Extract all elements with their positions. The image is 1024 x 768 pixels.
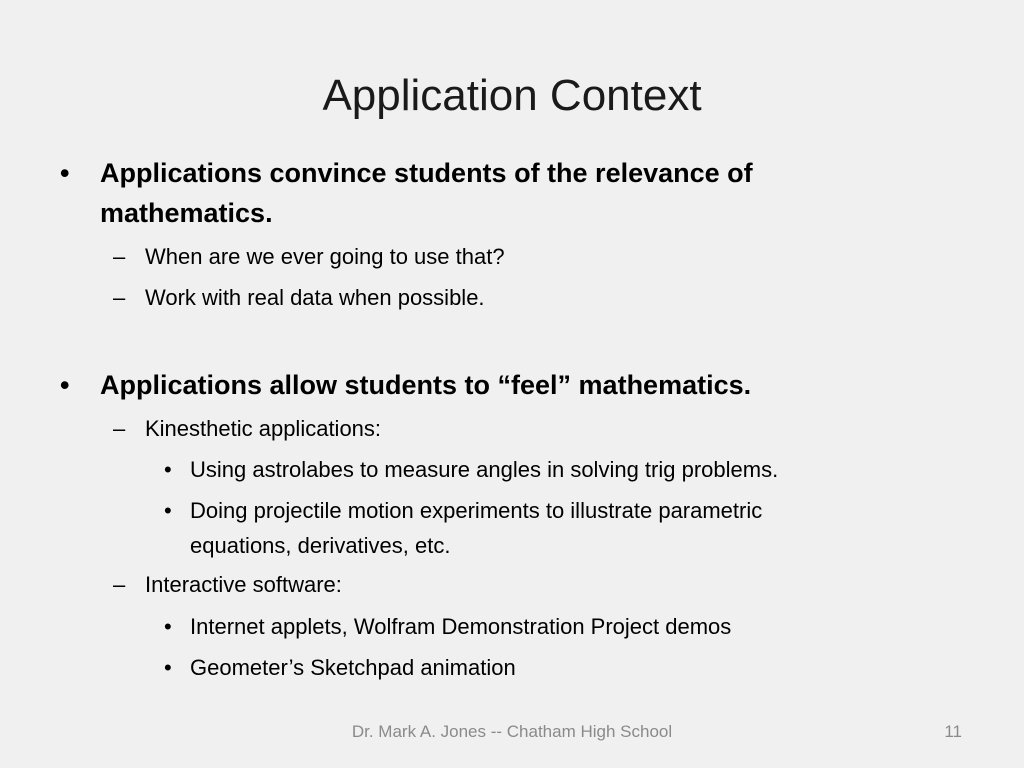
point-2-sub-1-item-1: Using astrolabes to measure angles in solving trig problems. — [190, 457, 779, 482]
point-2-line-1: Applications allow students to “feel” mathematics. — [100, 370, 752, 400]
point-1-sub-2: Work with real data when possible. — [145, 285, 485, 310]
point-2-sub-1-item-2-line-1: Doing projectile motion experiments to illustrate parametric — [190, 498, 763, 523]
dash-icon: – — [113, 572, 126, 597]
slide-number: 11 — [944, 722, 962, 741]
slide-footer: Dr. Mark A. Jones -- Chatham High School — [351, 722, 673, 741]
bullet-icon: • — [60, 370, 70, 400]
point-2-sub-2: Interactive software: — [145, 572, 342, 597]
point-1-line-1: Applications convince students of the relevance of — [100, 158, 753, 188]
point-2-sub-2-item-1: Internet applets, Wolfram Demonstration Project demos — [190, 614, 732, 639]
dash-icon: – — [113, 244, 126, 269]
point-1-sub-1: When are we ever going to use that? — [145, 244, 505, 269]
bullet-icon: • — [164, 655, 172, 680]
bullet-icon: • — [164, 614, 172, 639]
slide-title: Application Context — [322, 71, 702, 120]
bullet-icon: • — [164, 498, 172, 523]
dash-icon: – — [113, 285, 126, 310]
point-1-line-2: mathematics. — [100, 198, 273, 228]
point-2-sub-1: Kinesthetic applications: — [145, 416, 382, 441]
bullet-icon: • — [164, 457, 172, 482]
point-2-sub-1-item-2-line-2: equations, derivatives, etc. — [190, 533, 451, 558]
dash-icon: – — [113, 416, 126, 441]
point-2-sub-2-item-2: Geometer’s Sketchpad animation — [190, 655, 516, 680]
bullet-icon: • — [60, 158, 70, 188]
